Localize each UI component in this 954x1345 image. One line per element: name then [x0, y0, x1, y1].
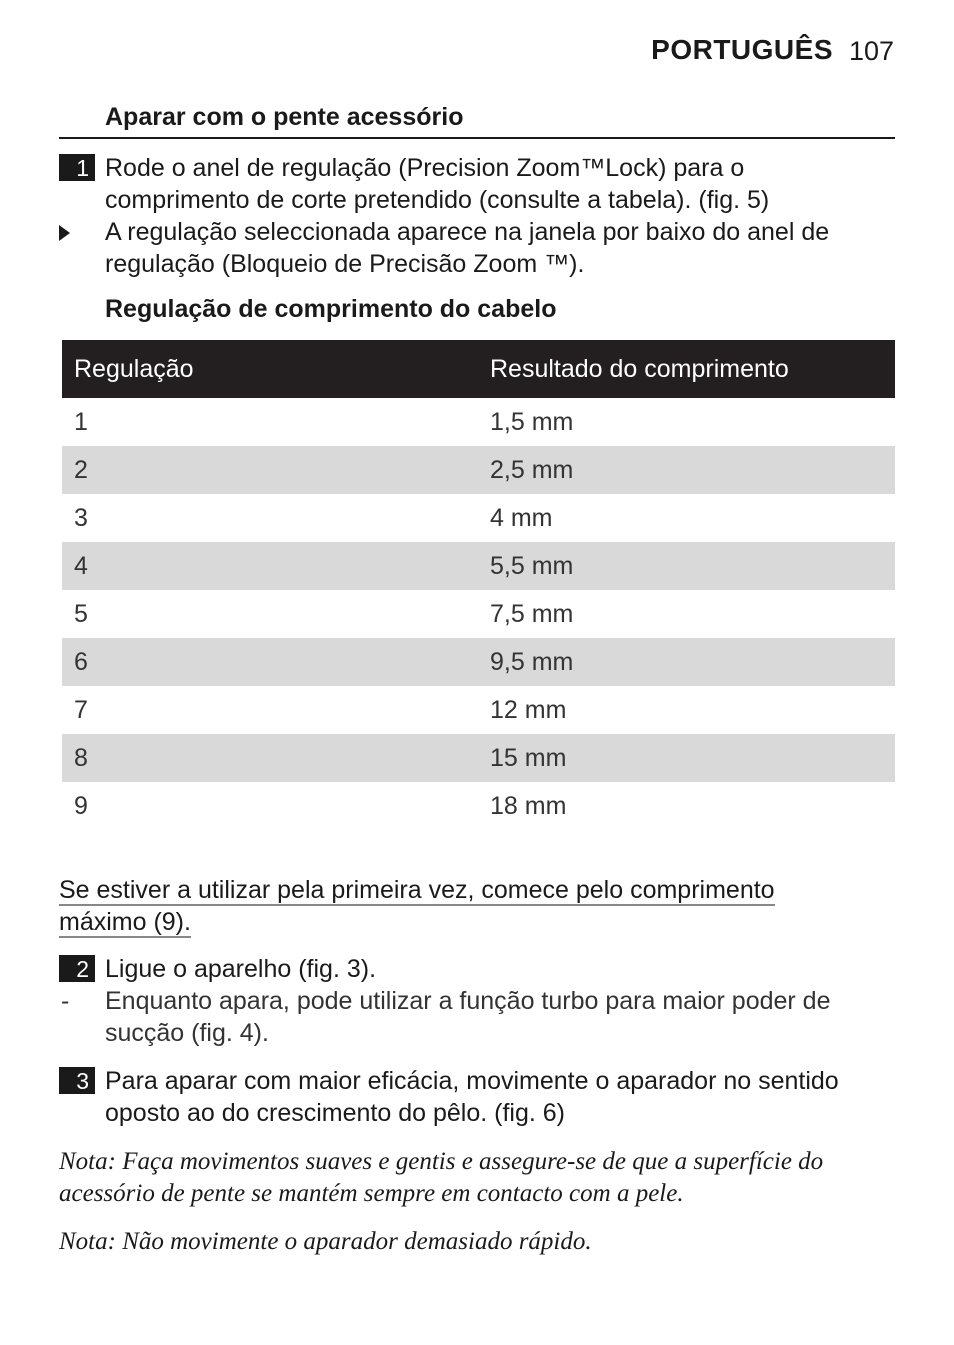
table-header-row	[62, 340, 895, 398]
setting-cell: 4	[62, 542, 478, 590]
length-cell: 2,5 mm	[478, 446, 895, 494]
section-title: Aparar com o pente acessório	[105, 103, 464, 131]
table-row	[62, 638, 895, 686]
length-cell: 5,5 mm	[478, 542, 895, 590]
table-row	[62, 782, 895, 830]
table-row	[62, 542, 895, 590]
section-divider	[59, 137, 895, 139]
table-row	[62, 734, 895, 782]
table-row	[62, 446, 895, 494]
page-number: 107	[848, 36, 894, 66]
setting-cell: 3	[74, 503, 88, 532]
result-arrow-icon	[59, 225, 70, 241]
language-heading: PORTUGUÊS	[651, 34, 833, 65]
step-1-result-text: A regulação seleccionada aparece na janela por baixo do anel de regulação (Bloqueio de Precisão Zoom ™).	[105, 218, 830, 278]
table-row	[62, 686, 895, 734]
step-3	[59, 1065, 895, 1129]
table-row	[62, 590, 895, 638]
note-smooth-movements: Nota: Faça movimentos suaves e gentis e assegure-se de que a superfície do acessório de pente se mantém sempre em contacto com a pele.	[59, 1148, 824, 1207]
column-header: Regulação	[62, 340, 478, 398]
step-number-badge: 2	[59, 955, 95, 982]
setting-cell: 7	[74, 695, 88, 724]
length-cell: 12 mm	[490, 695, 567, 724]
step-1-text: Rode o anel de regulação (Precision Zoom™Lock) para o comprimento de corte pretendido (consulte a tabela). (fig. 5)	[105, 154, 770, 214]
first-use-note	[59, 874, 829, 938]
step-2	[59, 953, 895, 985]
length-cell: 4 mm	[490, 503, 553, 532]
step-2-tip	[59, 985, 895, 1049]
step-3-text: Para aparar com maior eficácia, movimente o aparador no sentido oposto ao do crescimento do pêlo. (fig. 6)	[105, 1067, 839, 1127]
step-number-badge: 3	[59, 1067, 95, 1094]
length-cell: 18 mm	[490, 791, 567, 820]
step-1-result	[59, 216, 895, 280]
step-number-badge: 1	[59, 154, 95, 181]
step-1	[59, 152, 895, 216]
table-row	[62, 494, 895, 542]
length-cell: 1,5 mm	[490, 407, 574, 436]
setting-cell: 9	[74, 791, 88, 820]
step-2-tip-text: Enquanto apara, pode utilizar a função turbo para maior poder de sucção (fig. 4).	[105, 987, 831, 1047]
setting-cell: 1	[74, 407, 88, 436]
column-header: Resultado do comprimento	[478, 340, 895, 398]
note-not-too-fast: Nota: Não movimente o aparador demasiado rápido.	[59, 1228, 592, 1255]
step-2-text: Ligue o aparelho (fig. 3).	[105, 955, 377, 983]
length-cell: 7,5 mm	[490, 599, 574, 628]
setting-cell: 8	[62, 734, 478, 782]
setting-cell: 6	[62, 638, 478, 686]
first-use-note-text: Se estiver a utilizar pela primeira vez, comece pelo comprimento máximo (9).	[59, 876, 775, 936]
dash-bullet: -	[61, 987, 70, 1015]
length-cell: 15 mm	[478, 734, 895, 782]
setting-cell: 5	[74, 599, 88, 628]
length-cell: 9,5 mm	[478, 638, 895, 686]
setting-cell: 2	[62, 446, 478, 494]
table-title: Regulação de comprimento do cabelo	[105, 295, 557, 323]
table-row	[62, 398, 895, 446]
length-settings-table	[62, 340, 895, 830]
